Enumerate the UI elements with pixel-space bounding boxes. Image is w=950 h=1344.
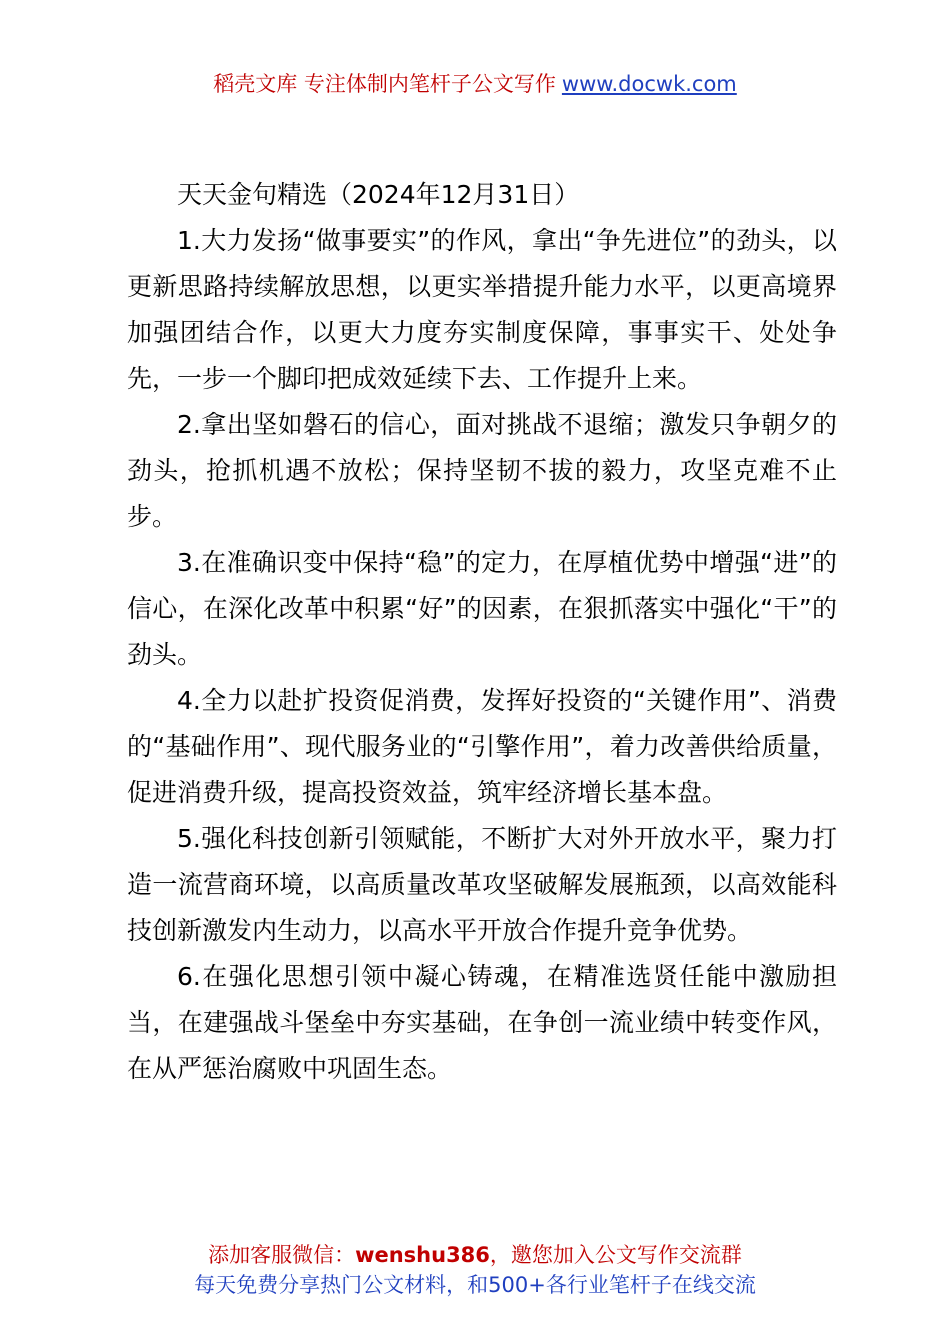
paragraph-4: 4.全力以赴扩投资促消费，发挥好投资的“关键作用”、消费的“基础作用”、现代服务业的“引擎作用”，着力改善供给质量，促进消费升级，提高投资效益，筑牢经济增长基本盘。 [127, 686, 837, 807]
paragraph-6: 6.在强化思想引领中凝心铸魂，在精准选贤任能中激励担当，在建强战斗堡垒中夯实基础，在争创一流业绩中转变作风，在从严惩治腐败中巩固生态。 [127, 962, 837, 1083]
footer-wechat-prefix: 添加客服微信： [208, 1243, 356, 1267]
paragraph-3: 3.在准确识变中保持“稳”的定力，在厚植优势中增强“进”的信心，在深化改革中积累“好”的因素，在狠抓落实中强化“干”的劲头。 [127, 548, 837, 669]
header-brand-text: 稻壳文库 专注体制内笔杆子公文写作 [213, 72, 556, 96]
footer-share-line: 每天免费分享热门公文材料，和500+各行业笔杆子在线交流 [194, 1273, 756, 1297]
paragraph-2: 2.拿出坚如磐石的信心，面对挑战不退缩；激发只争朝夕的劲头，抢抓机遇不放松；保持坚韧不拔的毅力，攻坚克难不止步。 [127, 410, 837, 531]
header-website-link[interactable]: www.docwk.com [561, 72, 737, 96]
footer-wechat-suffix: ，邀您加入公文写作交流群 [489, 1243, 742, 1267]
footer-wechat-id: wenshu386 [355, 1243, 490, 1267]
paragraph-5: 5.强化科技创新引领赋能，不断扩大对外开放水平，聚力打造一流营商环境，以高质量改革攻坚破解发展瓶颈，以高效能科技创新激发内生动力，以高水平开放合作提升竞争优势。 [127, 824, 837, 945]
document-body [127, 172, 837, 1092]
paragraph-1: 1.大力发扬“做事要实”的作风，拿出“争先进位”的劲头，以更新思路持续解放思想，以更实举措提升能力水平，以更高境界加强团结合作，以更大力度夯实制度保障，事事实干、处处争先，一步一个脚印把成效延续下去、工作提升上来。 [127, 226, 837, 393]
page-footer [0, 1240, 950, 1300]
page-header [0, 70, 950, 98]
footer-wechat-line [0, 1240, 950, 1270]
document-title: 天天金句精选（2024年12月31日） [177, 180, 580, 209]
